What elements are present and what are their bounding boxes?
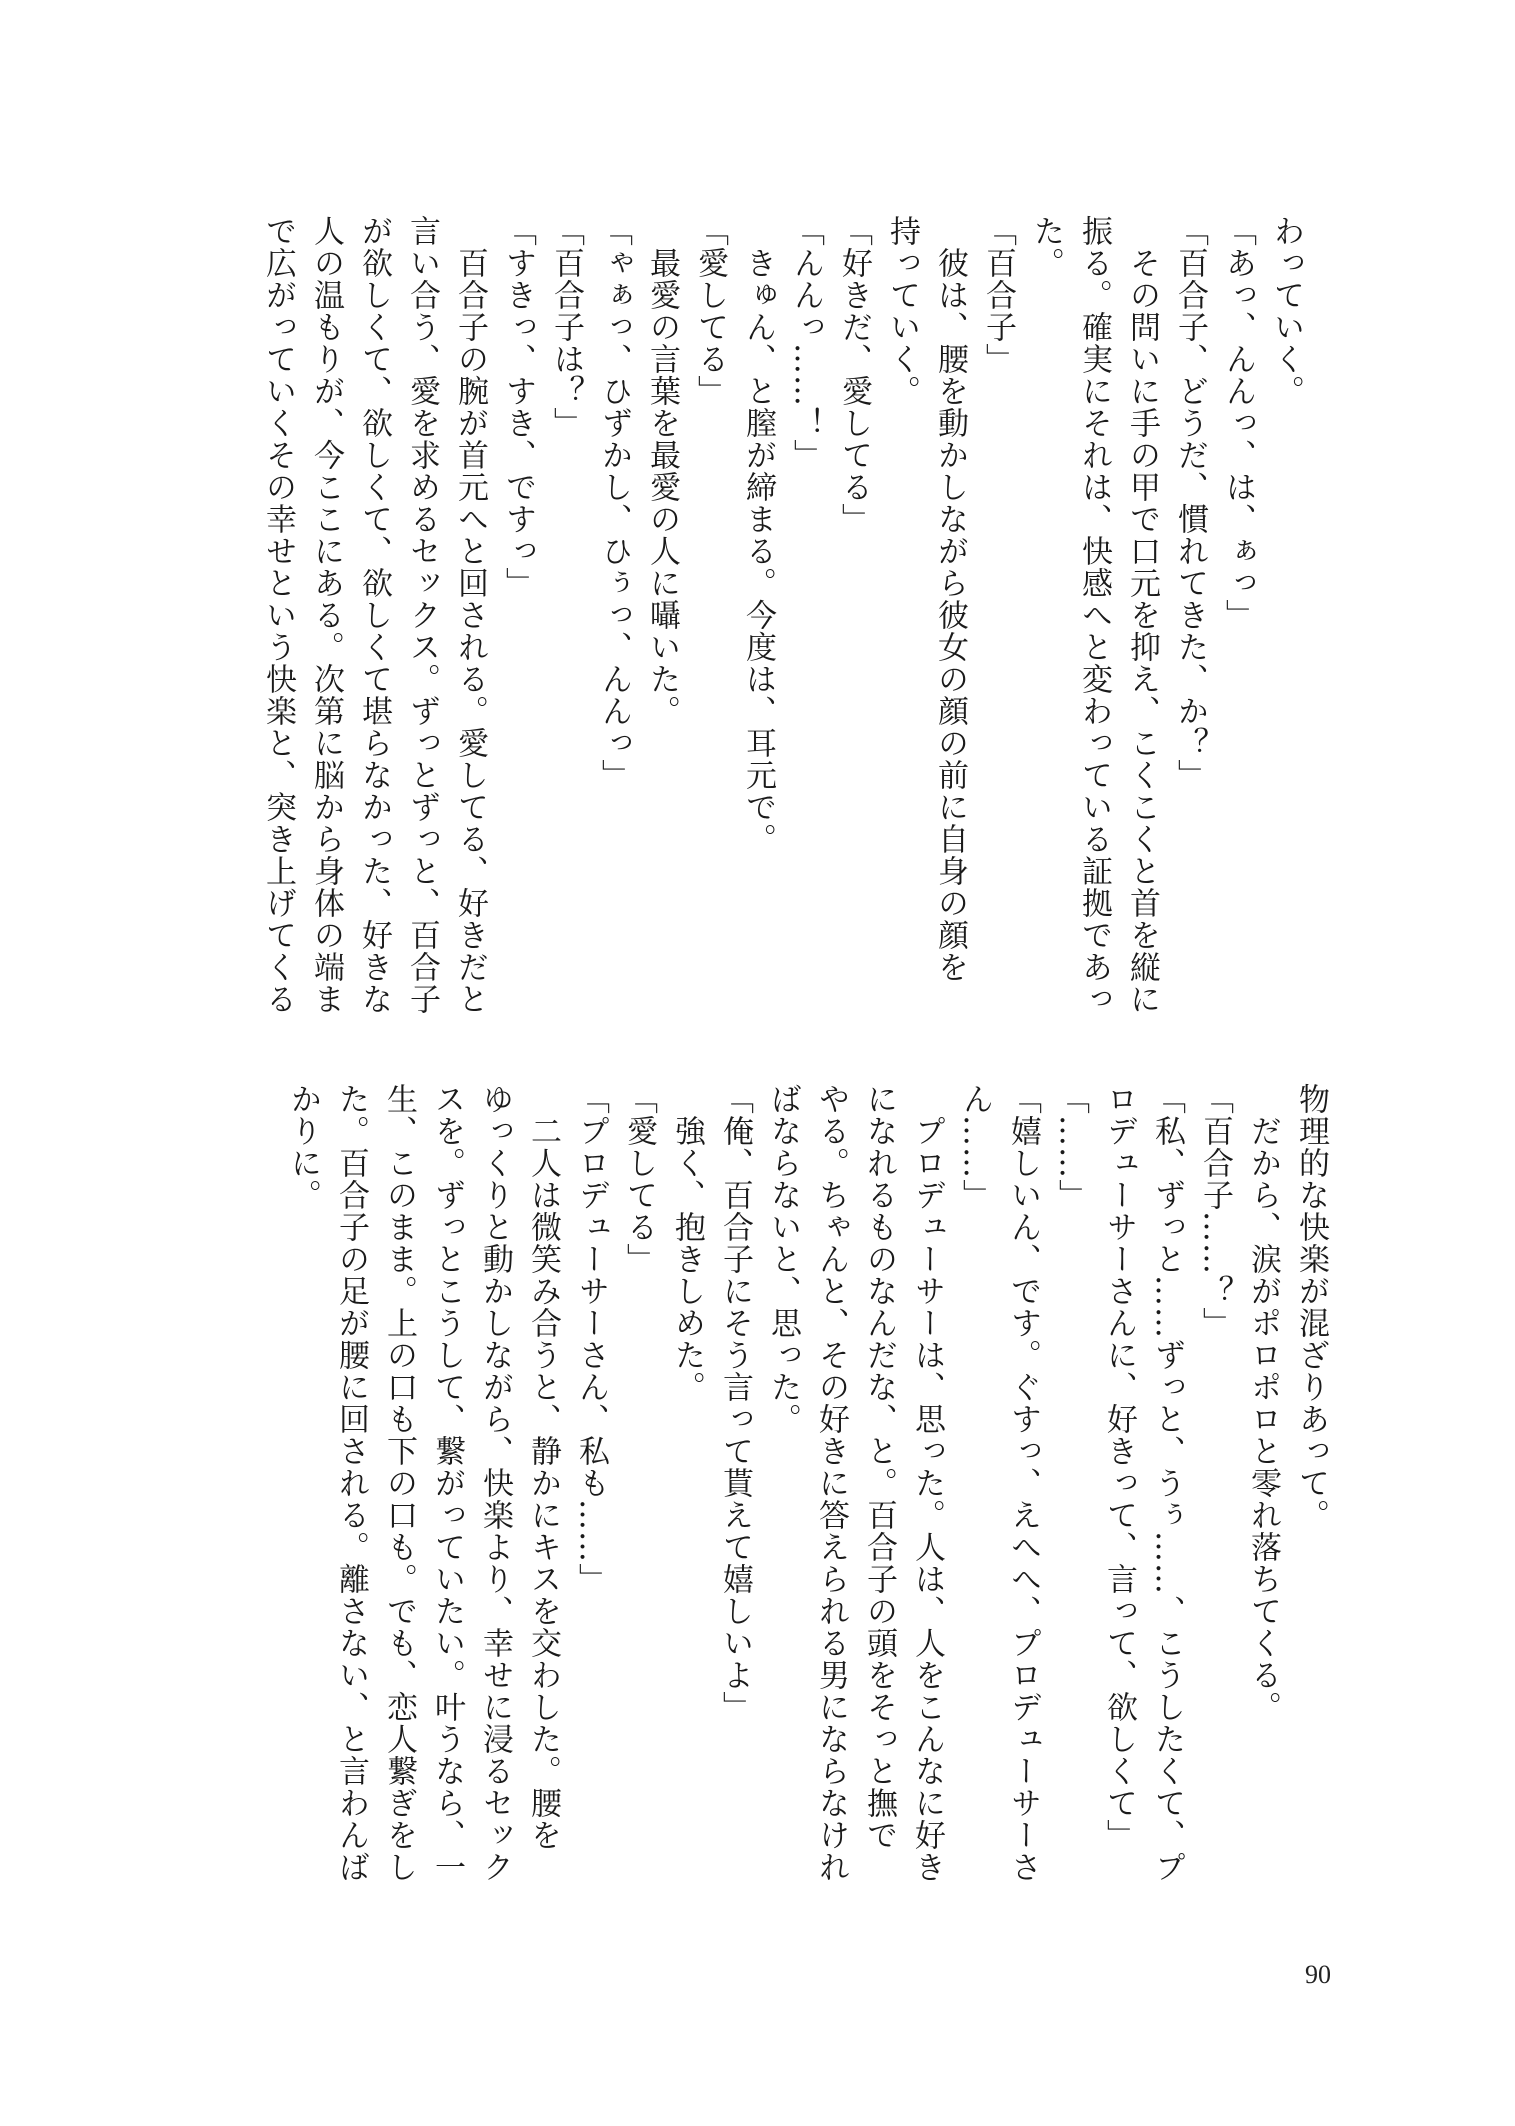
text-line: 百合子の腕が首元へと回される。愛してる、好きだと bbox=[452, 215, 488, 1015]
text-line: で広がっていくその幸せという快楽と、突き上げてくる bbox=[260, 215, 296, 1015]
text-line: 「プロデューサーさん、私も……」 bbox=[573, 1083, 609, 1595]
text-line: 「百合子は？」 bbox=[548, 215, 584, 439]
text-line: ロデューサーさんに、好きって、言って、欲しくて」 bbox=[1101, 1083, 1137, 1851]
text-line: 「百合子」 bbox=[980, 215, 1016, 375]
text-line: た。 bbox=[1028, 215, 1064, 279]
text-line: 「俺、百合子にそう言って貰えて嬉しいよ」 bbox=[717, 1083, 753, 1723]
text-line: 「私、ずっと……ずっと、うぅ……、こうしたくて、プ bbox=[1149, 1083, 1185, 1883]
text-line: きゅん、と膣が締まる。今度は、耳元で。 bbox=[740, 215, 776, 855]
text-line: わっていく。 bbox=[1268, 215, 1304, 407]
text-line: 最愛の言葉を最愛の人に囁いた。 bbox=[644, 215, 680, 727]
text-line: 「嬉しいん、です。ぐすっ、えへへ、プロデューサーさ bbox=[1005, 1083, 1041, 1883]
text-line: が欲しくて、欲しくて、欲しくて堪らなかった、好きな bbox=[356, 215, 392, 1015]
text-line: になれるものなんだな、と。百合子の頭をそっと撫で bbox=[861, 1083, 897, 1851]
text-line: 「百合子、どうだ、慣れてきた、か？」 bbox=[1172, 215, 1208, 791]
text-line: プロデューサーは、思った。人は、人をこんなに好き bbox=[909, 1083, 945, 1883]
text-line: ばならないと、思った。 bbox=[765, 1083, 801, 1435]
text-line: スを。ずっとこうして、繋がっていたい。叶うなら、一 bbox=[429, 1083, 465, 1883]
text-line: かりに。 bbox=[285, 1083, 321, 1211]
text-line: た。百合子の足が腰に回される。離さない、と言わんば bbox=[333, 1083, 369, 1883]
text-block-top bbox=[190, 215, 1310, 1015]
text-line: 「百合子……？」 bbox=[1197, 1083, 1233, 1339]
text-line: 「好きだ、愛してる」 bbox=[836, 215, 872, 535]
text-line: 「……」 bbox=[1053, 1083, 1089, 1211]
text-line: 二人は微笑み合うと、静かにキスを交わした。腰を bbox=[525, 1083, 561, 1851]
text-line: 強く、抱きしめた。 bbox=[669, 1083, 705, 1403]
text-line: ゆっくりと動かしながら、快楽より、幸せに浸るセック bbox=[477, 1083, 513, 1883]
text-line: 言い合う、愛を求めるセックス。ずっとずっと、百合子 bbox=[404, 215, 440, 1015]
text-line: 「あっ、んんっ、は、ぁっ」 bbox=[1220, 215, 1256, 631]
text-line: 人の温もりが、今ここにある。次第に脳から身体の端ま bbox=[308, 215, 344, 1015]
text-line: 「すきっ、すき、ですっ」 bbox=[500, 215, 536, 599]
text-line: 物理的な快楽が混ざりあって。 bbox=[1293, 1083, 1329, 1531]
text-line: その問いに手の甲で口元を抑え、こくこくと首を縦に bbox=[1124, 215, 1160, 1015]
page-number: 90 bbox=[1305, 1960, 1331, 1989]
text-line: 「んんっ……！」 bbox=[788, 215, 824, 471]
text-block-bottom bbox=[195, 1083, 1335, 1913]
text-line: やる。ちゃんと、その好きに答えられる男にならなけれ bbox=[813, 1083, 849, 1883]
text-line: 「愛してる」 bbox=[692, 215, 728, 407]
text-line: ん……」 bbox=[957, 1083, 993, 1211]
text-line: 生、このまま。上の口も下の口も。でも、恋人繋ぎをし bbox=[381, 1083, 417, 1883]
text-line: だから、涙がポロポロと零れ落ちてくる。 bbox=[1245, 1083, 1281, 1723]
text-line: 彼は、腰を動かしながら彼女の顔の前に自身の顔を bbox=[932, 215, 968, 983]
text-line: 「ゃぁっ、ひずかし、ひぅっ、んんっ」 bbox=[596, 215, 632, 791]
text-line: 「愛してる」 bbox=[621, 1083, 657, 1275]
text-line: 振る。確実にそれは、快感へと変わっている証拠であっ bbox=[1076, 215, 1112, 1015]
text-line: 持っていく。 bbox=[884, 215, 920, 407]
